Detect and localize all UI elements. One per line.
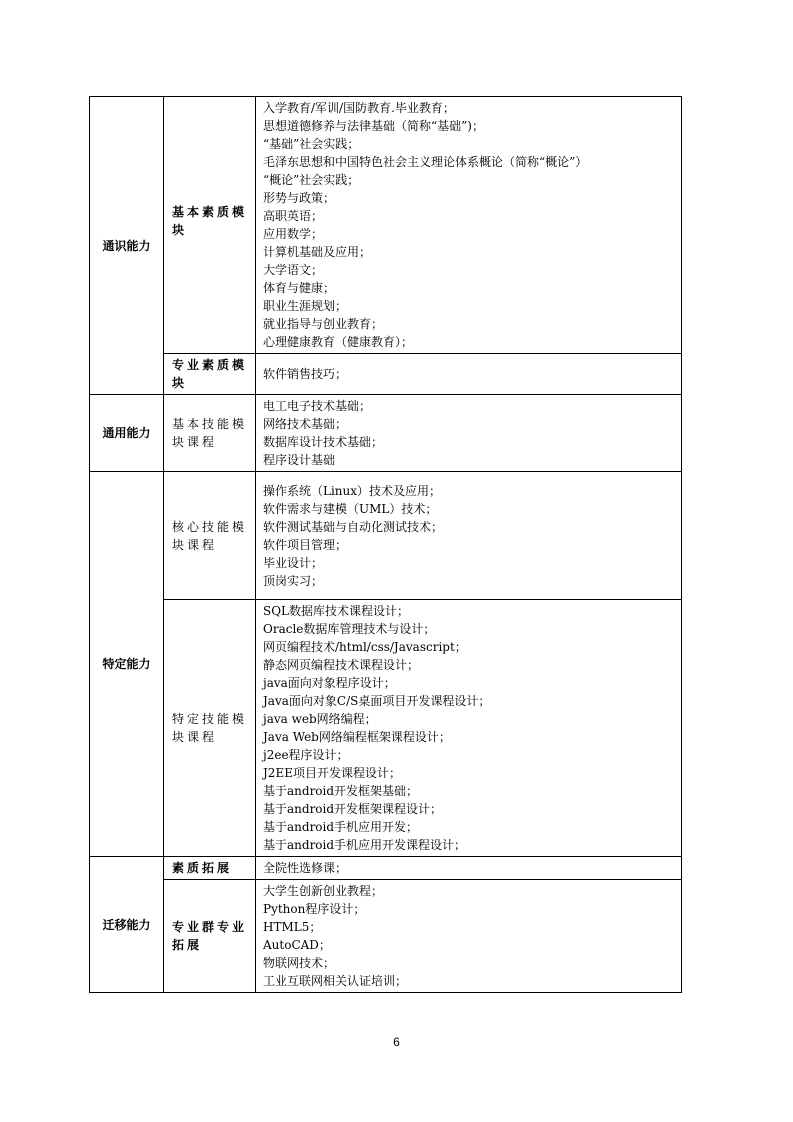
category-common: 通用能力 (90, 395, 164, 472)
course-item: 毕业设计； (263, 555, 324, 570)
course-item: j2ee程序设计； (263, 748, 349, 762)
course-item: 思想道德修养与法律基础（简称“基础”)； (263, 119, 484, 133)
course-item: 大学生创新创业教程； (263, 884, 384, 898)
page-number: 6 (393, 1035, 400, 1049)
curriculum-table (89, 96, 682, 993)
table-row (90, 472, 682, 600)
module-label-line: 块 (172, 376, 188, 390)
course-item: 就业指导与创业教育； (263, 317, 384, 331)
course-item: 数据库设计技术基础； (263, 435, 384, 449)
course-item: 工业互联网相关认证培训； (263, 974, 408, 988)
course-item: 职业生涯规划； (263, 299, 348, 313)
course-list-professional-quality (256, 354, 682, 395)
module-label-line: 核心技能模 (172, 519, 248, 534)
course-item: 全院性选修课； (263, 861, 348, 875)
course-item: 毛泽东思想和中国特色社会主义理论体系概论（简称“概论”） (263, 155, 588, 169)
course-item: Python程序设计； (263, 902, 366, 916)
course-item: 基于android手机应用开发课程设计； (263, 838, 467, 852)
module-basic-skill (164, 395, 256, 472)
course-item: 静态网页编程技术课程设计； (263, 658, 420, 672)
module-label-line: 特定技能模 (172, 712, 248, 726)
table-row (90, 880, 682, 993)
course-item: SQL数据库技术课程设计； (263, 604, 410, 618)
module-label-line: 块课程 (172, 537, 218, 552)
module-label-line: 块课程 (172, 435, 218, 449)
course-list-core-skill (256, 472, 682, 600)
course-item: java面向对象程序设计； (263, 676, 396, 690)
course-item: AutoCAD； (263, 938, 331, 952)
table-row (90, 857, 682, 880)
course-list-group-extension (256, 880, 682, 993)
course-item: 操作系统（Linux）技术及应用； (263, 483, 442, 498)
course-item: 基于android手机应用开发； (263, 820, 419, 834)
module-quality-extension (164, 857, 256, 880)
category-transfer: 迁移能力 (90, 857, 164, 993)
category-general: 通识能力 (90, 97, 164, 395)
module-label-line: 专业素质模 (172, 358, 248, 372)
course-list-basic-skill (256, 395, 682, 472)
course-item: Java Web网络编程框架课程设计； (263, 730, 451, 744)
course-item: J2EE项目开发课程设计； (263, 766, 401, 780)
module-group-extension (164, 880, 256, 993)
course-list-basic-quality (256, 97, 682, 354)
course-item: “基础”社会实践； (263, 137, 360, 151)
course-item: 顶岗实习； (263, 573, 324, 588)
course-item: 应用数学； (263, 227, 324, 241)
module-professional-quality (164, 354, 256, 395)
course-item: 基于android开发框架基础； (263, 784, 419, 798)
course-item: java web网络编程； (263, 712, 377, 726)
module-label-line: 素质拓展 (172, 861, 233, 875)
module-special-skill (164, 600, 256, 857)
table-row (90, 97, 682, 354)
course-item: HTML5； (263, 920, 322, 934)
course-item: 物联网技术； (263, 956, 336, 970)
course-item: Java面向对象C/S桌面项目开发课程设计； (263, 694, 491, 708)
course-item: 网页编程技术/html/css/Javascript； (263, 640, 467, 654)
course-item: 计算机基础及应用； (263, 245, 372, 259)
module-core-skill (164, 472, 256, 600)
course-item: Oracle数据库管理技术与设计； (263, 622, 436, 636)
course-item: 电工电子技术基础； (263, 399, 372, 413)
category-specific: 特定能力 (90, 472, 164, 857)
course-item: 程序设计基础 (263, 453, 336, 467)
module-label-line: 专业群专业 (172, 920, 248, 934)
course-item: 入学教育/军训/国防教育.毕业教育； (263, 101, 455, 115)
course-item: 网络技术基础； (263, 417, 348, 431)
course-item: 基于android开发框架课程设计； (263, 802, 443, 816)
course-item: 体育与健康； (263, 281, 336, 295)
module-label-line: 基本技能模 (172, 417, 248, 431)
course-item: 软件需求与建模（UML）技术； (263, 501, 438, 516)
course-item: 软件项目管理； (263, 537, 348, 552)
module-label-line: 拓展 (172, 938, 203, 952)
module-label-line: 块 (172, 223, 188, 237)
course-item: 软件测试基础与自动化测试技术； (263, 519, 444, 534)
course-list-quality-extension (256, 857, 682, 880)
table-row (90, 600, 682, 857)
course-item: 形势与政策； (263, 191, 336, 205)
module-label-line: 基本素质模 (172, 205, 248, 219)
course-item: 软件销售技巧； (263, 367, 348, 381)
table-row (90, 395, 682, 472)
course-list-special-skill (256, 600, 682, 857)
course-item: 高职英语； (263, 209, 324, 223)
table-row (90, 354, 682, 395)
course-item: 大学语文； (263, 263, 324, 277)
course-item: 心理健康教育（健康教育）； (263, 335, 414, 349)
module-basic-quality (164, 97, 256, 354)
course-item: “概论”社会实践； (263, 173, 360, 187)
module-label-line: 块课程 (172, 730, 218, 744)
